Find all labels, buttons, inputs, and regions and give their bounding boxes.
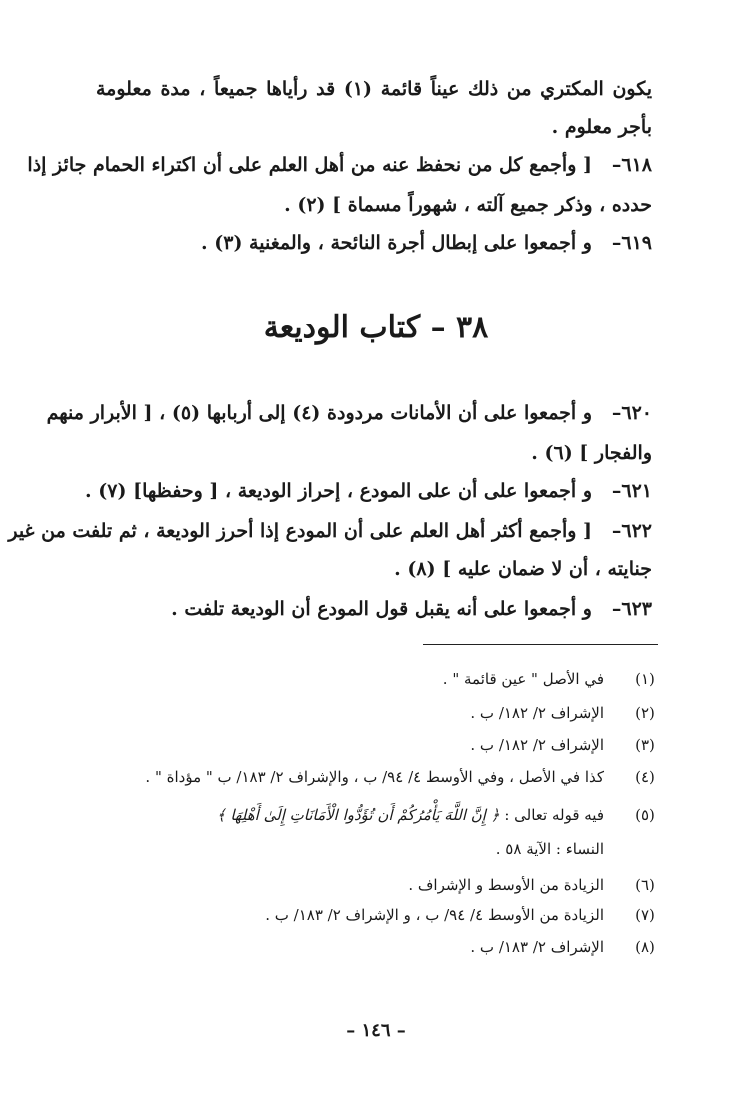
item-number: ٦٢٠– [611,402,652,424]
footnote-number: (٨) [635,938,655,956]
intro-line-1: يكون المكتري من ذلك عيناً قائمة (١) قد رأياها جميعاً ، مدة معلومة [96,78,653,100]
footnote-number: (٦) [635,876,655,894]
item-number: ٦٢٣– [611,598,652,620]
footnote-text: الإشراف ٢/ ١٨٢/ ب . [470,704,604,722]
footnote-number: (١) [635,670,655,688]
footnote-separator [423,644,658,645]
footnote-text-lead: فيه قوله تعالى : [504,806,604,824]
footnote-text: الإشراف ٢/ ١٨٢/ ب . [470,736,604,754]
footnote-text: كذا في الأصل ، وفي الأوسط ٤/ ٩٤/ ب ، والإشراف ٢/ ١٨٣/ ب " مؤداة " . [145,768,604,786]
chapter-heading: ٣٨ – كتاب الوديعة [263,310,489,345]
footnote-number: (٧) [635,906,655,924]
footnote-text: في الأصل " عين قائمة " . [442,670,604,688]
item-text: و أجمعوا على أن الأمانات مردودة (٤) إلى أربابها (٥) ، [ الأبرار منهم [46,402,592,424]
item-text: [ وأجمع كل من نحفظ عنه من أهل العلم على أن اكتراء الحمام جائز إذا [27,154,592,176]
item-text: [ وأجمع أكثر أهل العلم على أن المودع إذا أحرز الوديعة ، ثم تلفت من غير [8,520,592,542]
item-text: و أجمعوا على أنه يقبل قول المودع أن الوديعة تلفت . [171,598,592,620]
footnote-number: (٣) [635,736,655,754]
footnote-text [217,802,604,828]
footnote-number: (٢) [635,704,655,722]
item-number: ٦١٩– [611,232,652,254]
item-number: ٦٢١– [611,480,652,502]
item-text: جنايته ، أن لا ضمان عليه ] (٨) . [394,558,652,580]
footnote-number: (٤) [635,768,655,786]
quran-verse: ﴿ إِنَّ اللَّهَ يَأْمُرُكُمْ أَن تُؤَدُّوا الْأَمَانَاتِ إِلَىٰ أَهْلِهَا ﴾ [216,806,500,824]
footnote-reference: النساء : الآية ٥٨ . [495,840,604,858]
item-number: ٦١٨– [611,154,652,176]
item-text: و أجمعوا على إبطال أجرة النائحة ، والمغنية (٣) . [201,232,592,254]
footnote-text: الزيادة من الأوسط و الإشراف . [408,876,604,894]
page-number: – ١٤٦ – [346,1020,406,1041]
footnote-text: الإشراف ٢/ ١٨٣/ ب . [470,938,604,956]
intro-line-2: بأجر معلوم . [551,116,652,138]
footnote-number: (٥) [635,806,655,824]
item-text: و أجمعوا على أن على المودع ، إحراز الوديعة ، [ وحفظها] (٧) . [85,480,592,502]
footnote-text: الزيادة من الأوسط ٤/ ٩٤/ ب ، و الإشراف ٢/ ١٨٣/ ب . [265,906,604,924]
item-number: ٦٢٢– [611,520,652,542]
item-text: حدده ، وذكر جميع آلته ، شهوراً مسماة ] (٢) . [284,194,652,216]
item-text: والفجار ] (٦) . [531,442,652,464]
